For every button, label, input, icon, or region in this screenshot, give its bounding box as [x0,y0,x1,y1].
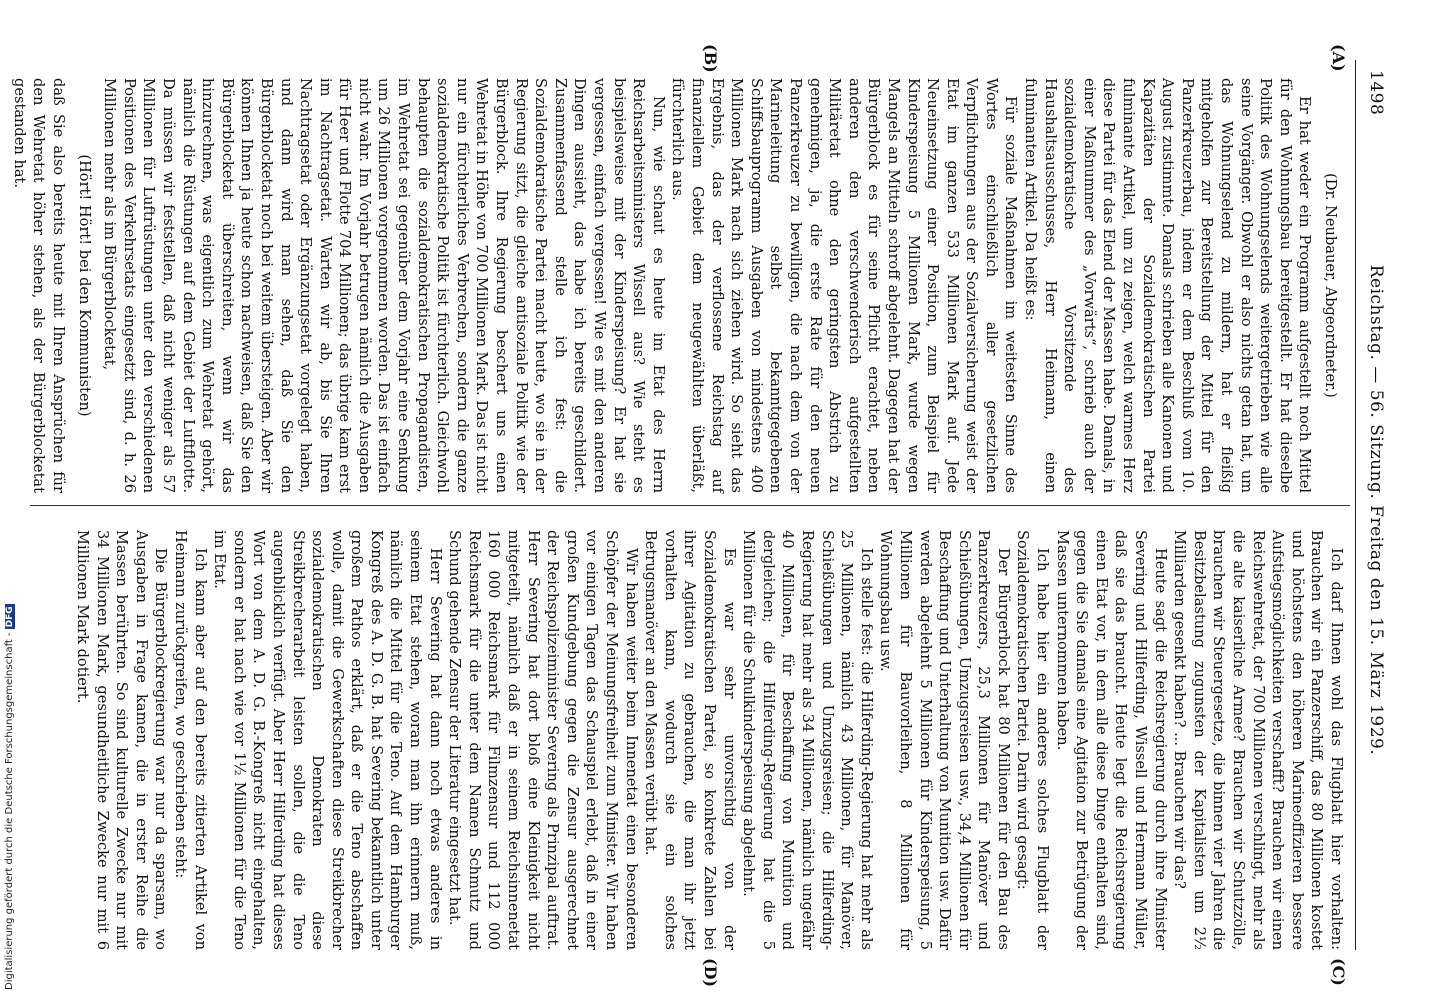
interjection: (Hört! Hört! bei den Kommunisten) [75,154,93,417]
margin-mark-a: (A) [1329,44,1348,72]
paragraph: Er hat weder ein Programm aufgestellt noch Mittel für den Wohnungsbau bereitgestellt. Er hat dieselbe Politik des Wohnungselends weitergetrieben wie alle seine Vorgänger. Obwohl er also nichts getan hat, um das Wohnungselend zu mildern, hat er fleißig mitgeholfen zur Bereitstellung der Mittel für den Panzerkreuzerbau, indem er dem Beschluß vom 10. August zustimmte. Damals schrieben alle Kanonen und Kapazitäten der Sozialdemokratischen Partei fulminante Artikel, um zu zeigen, welch warmes Herz diese Partei für das Elend der Massen habe. Damals, in einer Maßnummer des „Vorwärts“, schrieb auch der sozialdemokratische Vorsitzende des Haushaltsausschusses, Herr Heimann, einen fulminanten Artikel. Da heißt es: [1022,78,1314,493]
paragraph: Die Bürgerblockregierung war nur da sparsam, wo Ausgaben in Frage kamen, die in erster Reihe die Massen berührten. So sind kulturelle Zwecke nur mit 34 Millionen Mark, gesundheitliche Zwecke nur mit 6 Millionen Mark dotiert. [74,530,170,950]
paragraph: Herr Severing hat dann noch etwas anderes in seinem Etat stehen, woran man ihn erinnern muß, nämlich die Mittel für die Teno. Auf dem Hamburger Kongreß des A. D. G. B. hat Severing bekanntlich unter großem Pathos erklärt, daß er die Teno abschaffen wolle, damit die Gewerkschaften diese Streikbrecher sozialdemokratischen Demokraten diese Streikbrecherarbeit leisten sollen, die die Teno augenblicklich verfügt. Aber Herr Hilferding hat dieses Wort von dem A. D. G. B.-Kongreß nicht eingehalten, sondern er hat nach wie vor 1½ Millionen für die Teno im Etat. [211,530,444,950]
paragraph: Der Bürgerblock hat 80 Millionen für den Bau des Panzerkreuzers, 25,3 Millionen für Manöver und Schießübungen, Umzugsreisen usw., 34,4 Millionen für Beschaffung und Unterhaltung von Munition usw. Dafür werden abgelehnt 5 Millionen für Kinderspeisung, 5 Millionen für Bauvorleihen, 8 Millionen für Wohnungsbau usw. [877,530,1012,950]
dfg-logo: DFG [5,606,15,628]
page-title: Reichstag. — 56. Sitzung. Freitag den 15. März 1929. [1366,264,1386,756]
paragraph: Für soziale Maßnahmen im weitesten Sinne des Wortes einschließlich aller gesetzlichen Verpflichtungen aus der Sozialversicherung weist der Etat im ganzen 533 Millionen Mark auf. Jede Neueinsetzung einer Position, zum Beispiel für Kinderspeisung 5 Millionen Mark, wurde wegen Mangels an Mitteln schroff abgelehnt. Dagegen hat der Bürgerblock es für seine Pflicht erachtet, neben anderen den verschwenderisch aufgestellten Militäretat ohne den geringsten Abstrich zu genehmigen, ja, die erste Rate für den neuen Panzerkreuzer zu bewilligen, die nach dem von der Marineleitung selbst bekanntgegebenen Schiffsbauprogramm Ausgaben von mindestens 400 Millionen Mark nach sich ziehen wird. So sieht das Ergebnis, das der verflossene Reichstag auf finanziellem Gebiet dem neugewählten überläßt, fürchterlich aus. [669,78,1020,493]
paragraph: Ich stelle fest: die Hilferding-Regierung hat mehr als 25 Millionen, nämlich 43 Millionen, für Manöver, Schießübungen und Umzugsreisen; die Hilferding-Regierung hat mehr als 34 Millionen, nämlich ungefähr 40 Millionen, für Beschaffung von Munition und dergleichen; die Hilferding-Regierung hat die 5 Millionen für die Schulkinderspeisung abgelehnt. [740,530,875,950]
paragraph: Nun, wie schaut es heute im Etat des Herrn Reichsarbeitsministers Wissell aus? Wie steht es beispielsweise mit der Kinderspeisung? Er hat sie vergessen, einfach vergessen! Wie es mit den anderen Dingen aussieht, das habe ich bereits geschildert. Zusammenfassend stelle ich fest: die Sozialdemokratische Partei macht heute, wo sie in der Regierung sitzt, die gleiche antisoziale Politik wie der Bürgerblock. Ihre Regierung beschert uns einen Wehretat in Höhe von 700 Millionen Mark. Das ist nicht nur ein fürchterliches Verbrechen, sondern die ganze sozialdemokratische Politik ist fürchterlich. Gleichwohl behaupten die sozialdemokratischen Propagandisten, im Wehretat sei gegenüber dem Vorjahr eine Senkung um 26 Millionen vorgenommen worden. Das ist einfach nicht wahr. Im Vorjahr betrugen nämlich die Ausgaben für Heer und Flotte 704 Millionen; das übrige kam erst im Nachtragsetat. Warten wir ab, bis Sie Ihren Nachtragsetat oder Ergänzungsetat vorgelegt haben, und dann wird man sehen, daß Sie den Bürgerblocketat noch bei weitem übersteigen. Aber wir können Ihnen ja heute schon nachweisen, daß Sie den Bürgerblocketat überschreiten, wenn wir das hinzurechnen, was eigentlich zum Wehretat gehört, nämlich die Rüstungen auf dem Gebiet der Luftflotte. Da müssen wir feststellen, daß nicht weniger als 57 Millionen für Luftrüstungen unter den verschiedenen Positionen des Verkehrsetats eingesetzt sind, d. h. 26 Millionen mehr als im Bürgerblocketat, [101,78,667,493]
paragraph: Wir haben weiter beim Innenetat einen besonderen Schöpfer der Meinungsfreiheit zum Minister. Wir haben vor einigen Tagen das Schauspiel erlebt, daß in einer großen Kundgebung gegen die Zensur ausgerechnet der Reichspolizeiminister Severing als Prinzipal auftrat. Herr Severing hat dort bloß eine Kleinigkeit nicht mitgeteilt, nämlich daß er in seinem Reichsinnenetat 160 000 Reichsmark für Filmzensur und 112 000 Reichsmark für die unter dem Namen Schmutz und Schund gehende Zensur der Literatur eingesetzt hat. [446,530,640,950]
column-separator [30,505,1350,506]
paragraph: Ich darf Ihnen wohl das Flugblatt hier vorhalten: Brauchen wir ein Panzerschiff, das 80 Millionen kostet und höchstens den höheren Marineoffizieren bessere Aufstiegsmöglichkeiten verschafft? Brauchen wir einen Reichswehretat, der 700 Millionen verschlingt, mehr als die alte kaiserliche Armee? Brauchen wir Schutzzölle, brauchen wir Steuergesetze, die binnen vier Jahren die Besitzbelastung zugunsten der Kapitalisten um 2½ Milliarden gesenkt haben? ... Brauchen wir das? [1171,530,1345,950]
right-column [72,530,1346,950]
paragraph: Ich habe hier ein anderes solches Flugblatt der Sozialdemokratischen Partei. Darin wird gesagt: [1014,530,1052,950]
margin-mark-c: (C) [1329,958,1348,986]
digitization-footer [4,600,18,990]
speaker-line: (Dr. Neubauer, Abgeordneter.) [1322,173,1339,398]
footer-text: Digitalisierung gefördert durch die Deutsche Forschungsgemeinschaft - [4,632,15,990]
paragraph: daß Sie also bereits heute mit Ihren Ansprüchen für den Wehretat höher stehen, als der Bürgerblocketat gestanden hat. [10,78,67,493]
page-header [1358,70,1386,950]
page-number: 1498 [1366,70,1386,116]
left-column [9,78,1346,493]
paragraph: Es war sehr unvorsichtig von der Sozialdemokratischen Partei, so konkrete Zahlen bei ihrer Agitation zu gebrauchen, die man ihr jetzt vorhalten kann, wodurch sie ein solches Betrugsmanöver an den Massen verübt hat. [642,530,738,950]
margin-mark-b: (B) [701,44,720,73]
paragraph: Heute sagt die Reichsregierung durch ihre Minister Severing und Hilferding, Wissell und Hermann Müller, daß sie das braucht. Heute legt die Reichsregierung einen Etat vor, in dem alle diese Dinge enthalten sind, gegen die Sie damals eine Agitation zur Betrügung der Massen unternommen haben. [1053,530,1169,950]
margin-mark-d: (D) [701,958,720,988]
paragraph: Ich kann aber auf den bereits zitierten Artikel von Heimann zurückgreifen, wo geschrieben steht: [171,530,209,950]
header-rule [1355,60,1356,950]
